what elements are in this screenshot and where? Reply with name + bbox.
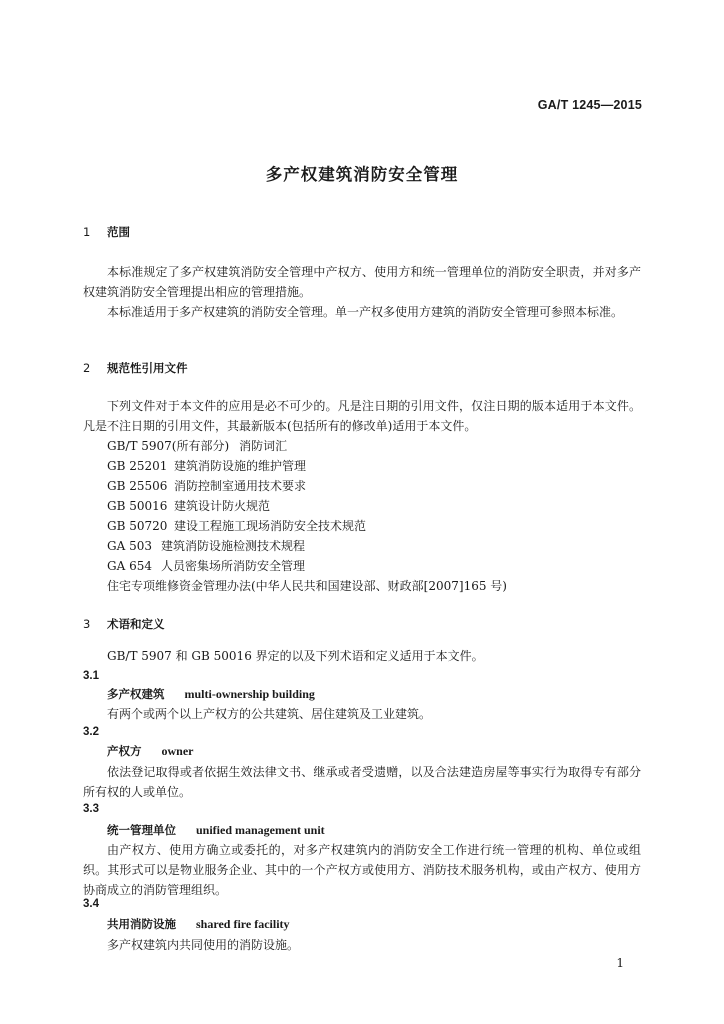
section-number: 2 [83, 361, 91, 375]
section-2-paragraph: 下列文件对于本文件的应用是必不可少的。凡是注日期的引用文件，仅注日期的版本适用于本文件。凡是不注日期的引用文件，其最新版本(包括所有的修改单)适用于本文件。 [83, 399, 641, 433]
term-name-en: unified management unit [196, 823, 325, 837]
reference-item [107, 536, 305, 556]
term-name-cn: 多产权建筑 [107, 687, 165, 701]
term-name-cn: 统一管理单位 [107, 823, 176, 837]
term-definition: 由产权方、使用方确立或委托的，对多产权建筑内的消防安全工作进行统一管理的机构、单位或组织。其形式可以是物业服务企业、其中的一个产权方或使用方、消防技术服务机构，或由产权方、使用方协商成立的消防管理组织。 [83, 843, 641, 897]
term-number: 3.2 [83, 726, 99, 738]
document-code: GA/T 1245—2015 [537, 98, 642, 112]
reference-code: GB/T 5907(所有部分) [107, 439, 230, 453]
reference-title: 消防词汇 [239, 439, 288, 453]
term-number: 3.1 [83, 670, 99, 682]
reference-item [107, 456, 306, 476]
section-3-intro: GB/T 5907 和 GB 50016 界定的以及下列术语和定义适用于本文件。 [107, 649, 484, 663]
section-1-paragraph-1: 本标准规定了多产权建筑消防安全管理中产权方、使用方和统一管理单位的消防安全职责，并对多产权建筑消防安全管理提出相应的管理措施。 [83, 265, 641, 299]
section-title: 术语和定义 [107, 617, 165, 631]
reference-title: 建筑设计防火规范 [174, 499, 271, 513]
reference-item [107, 556, 305, 576]
section-1-paragraph-2: 本标准适用于多产权建筑的消防安全管理。单一产权多使用方建筑的消防安全管理可参照本标准。 [107, 305, 624, 319]
reference-code: GB 50016 [107, 499, 168, 513]
reference-item [107, 476, 306, 496]
section-2-heading [83, 360, 188, 376]
section-1-heading [83, 224, 130, 240]
term-name-cn: 产权方 [107, 744, 142, 758]
reference-title: 人员密集场所消防安全管理 [161, 559, 306, 573]
section-title: 范围 [107, 225, 131, 239]
term-name-en: multi-ownership building [184, 687, 315, 701]
term-name [107, 822, 325, 838]
reference-item [107, 516, 366, 536]
document-title: 多产权建筑消防安全管理 [265, 165, 459, 184]
reference-code: GB 25201 [107, 459, 168, 473]
reference-title: 建筑消防设施的维护管理 [174, 459, 307, 473]
term-name [107, 743, 194, 759]
reference-code: GB 50720 [107, 519, 168, 533]
term-name-en: owner [161, 744, 194, 758]
section-number: 3 [83, 617, 91, 631]
term-name [107, 686, 315, 702]
page-number: 1 [616, 956, 624, 970]
reference-code: GB 25506 [107, 479, 168, 493]
reference-item-regulation: 住宅专项维修资金管理办法(中华人民共和国建设部、财政部[2007]165 号) [107, 579, 507, 593]
term-number: 3.4 [83, 898, 99, 910]
section-number: 1 [83, 225, 91, 239]
term-definition: 有两个或两个以上产权方的公共建筑、居住建筑及工业建筑。 [107, 707, 432, 721]
reference-item [107, 436, 287, 456]
reference-code: GA 503 [107, 539, 152, 553]
term-definition: 多产权建筑内共同使用的消防设施。 [107, 938, 300, 952]
term-definition: 依法登记取得或者依据生效法律文书、继承或者受遗赠，以及合法建造房屋等事实行为取得专有部分所有权的人或单位。 [83, 765, 641, 799]
term-name-en: shared fire facility [196, 917, 290, 931]
term-number: 3.3 [83, 803, 99, 815]
term-name [107, 916, 290, 932]
reference-title: 消防控制室通用技术要求 [174, 479, 307, 493]
reference-title: 建设工程施工现场消防安全技术规范 [174, 519, 367, 533]
reference-title: 建筑消防设施检测技术规程 [161, 539, 306, 553]
section-3-heading [83, 616, 165, 632]
term-name-cn: 共用消防设施 [107, 917, 176, 931]
reference-code: GA 654 [107, 559, 152, 573]
reference-item [107, 496, 270, 516]
section-title: 规范性引用文件 [107, 361, 188, 375]
